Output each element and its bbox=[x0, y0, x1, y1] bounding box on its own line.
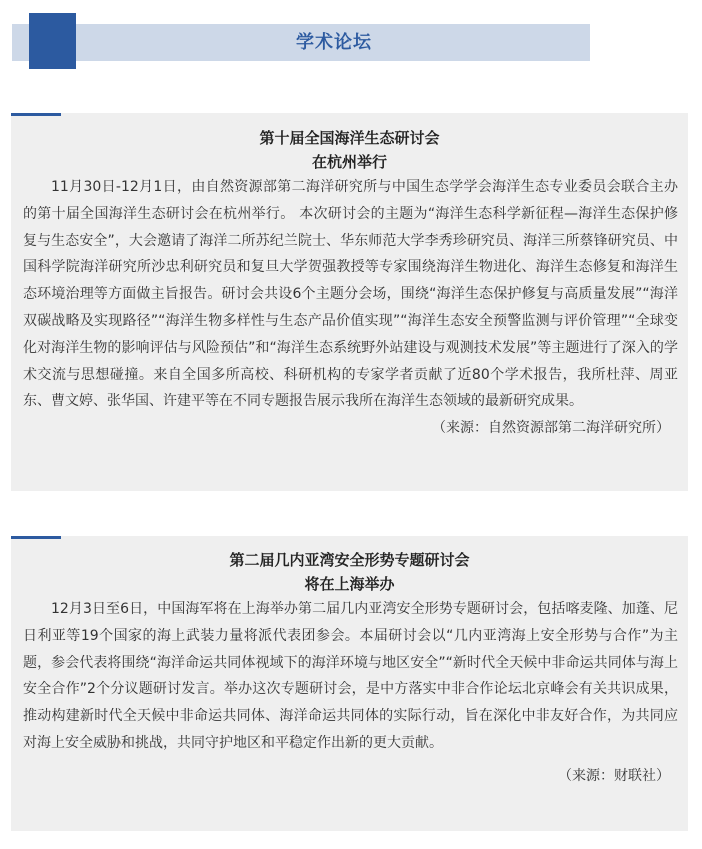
article-title bbox=[11, 113, 688, 174]
article-body: 11月30日-12月1日，由自然资源部第二海洋研究所与中国生态学学会海洋生态专业委员会联合主办的第十届全国海洋生态研讨会在杭州举行。 本次研讨会的主题为“海洋生态科学新征程—海洋生态保护修复与生态安全”，大会邀请了海洋二所苏纪兰院士、华东师范大学李秀珍研究员、海洋三所蔡锋研究员、中国科学院海洋研究所沙忠利研究员和复旦大学贺强教授等专家围绕海洋生物进化、海洋生态修复和海洋生态环境治理等方面做主旨报告。研讨会共设6个主题分会场，围绕“海洋生态保护修复与高质量发展”“海洋双碳战略及实现路径”“海洋生物多样性与生态产品价值实现”“海洋生态安全预警监测与评价管理”“全球变化对海洋生物的影响评估与风险预估”和“海洋生态系统野外站建设与观测技术发展”等主题进行了深入的学术交流与思想碰撞。来自全国多所高校、科研机构的专家学者贡献了近80个学术报告，我所杜萍、周亚东、曹文婷、张华国、许建平等在不同专题报告展示我所在海洋生态领域的最新研究成果。 bbox=[23, 179, 678, 410]
article-title bbox=[11, 536, 688, 596]
article-source: （来源：自然资源部第二海洋研究所） bbox=[432, 420, 670, 437]
article-card bbox=[11, 113, 688, 491]
article-title-line-1: 第二届几内亚湾安全形势专题研讨会 bbox=[229, 551, 470, 569]
section-title: 学术论坛 bbox=[296, 32, 372, 53]
article-body: 12月3日至6日，中国海军将在上海举办第二届几内亚湾安全形势专题研讨会，包括喀麦隆、加蓬、尼日利亚等19个国家的海上武装力量将派代表团参会。本届研讨会以“几内亚湾海上安全形势与合作”为主题，参会代表将围绕“海洋命运共同体视域下的海洋环境与地区安全”“新时代全天候中非命运共同体与海上安全合作”2个分议题研讨发言。举办这次专题研讨会，是中方落实中非合作论坛北京峰会有关共识成果，推动构建新时代全天候中非命运共同体、海洋命运共同体的实际行动，旨在深化中非友好合作，为共同应对海上安全威胁和挑战，共同守护地区和平稳定作出新的更大贡献。 bbox=[23, 601, 678, 751]
article-title-line-2: 在杭州举行 bbox=[311, 153, 387, 171]
article-source: （来源：财联社） bbox=[558, 767, 670, 784]
section-header bbox=[0, 0, 702, 72]
header-accent-block bbox=[29, 13, 76, 69]
article-accent-line bbox=[11, 536, 61, 539]
article-title-line-2: 将在上海举办 bbox=[304, 575, 395, 593]
article-card bbox=[11, 536, 688, 831]
article-accent-line bbox=[11, 113, 61, 116]
article-title-line-1: 第十届全国海洋生态研讨会 bbox=[259, 129, 440, 147]
